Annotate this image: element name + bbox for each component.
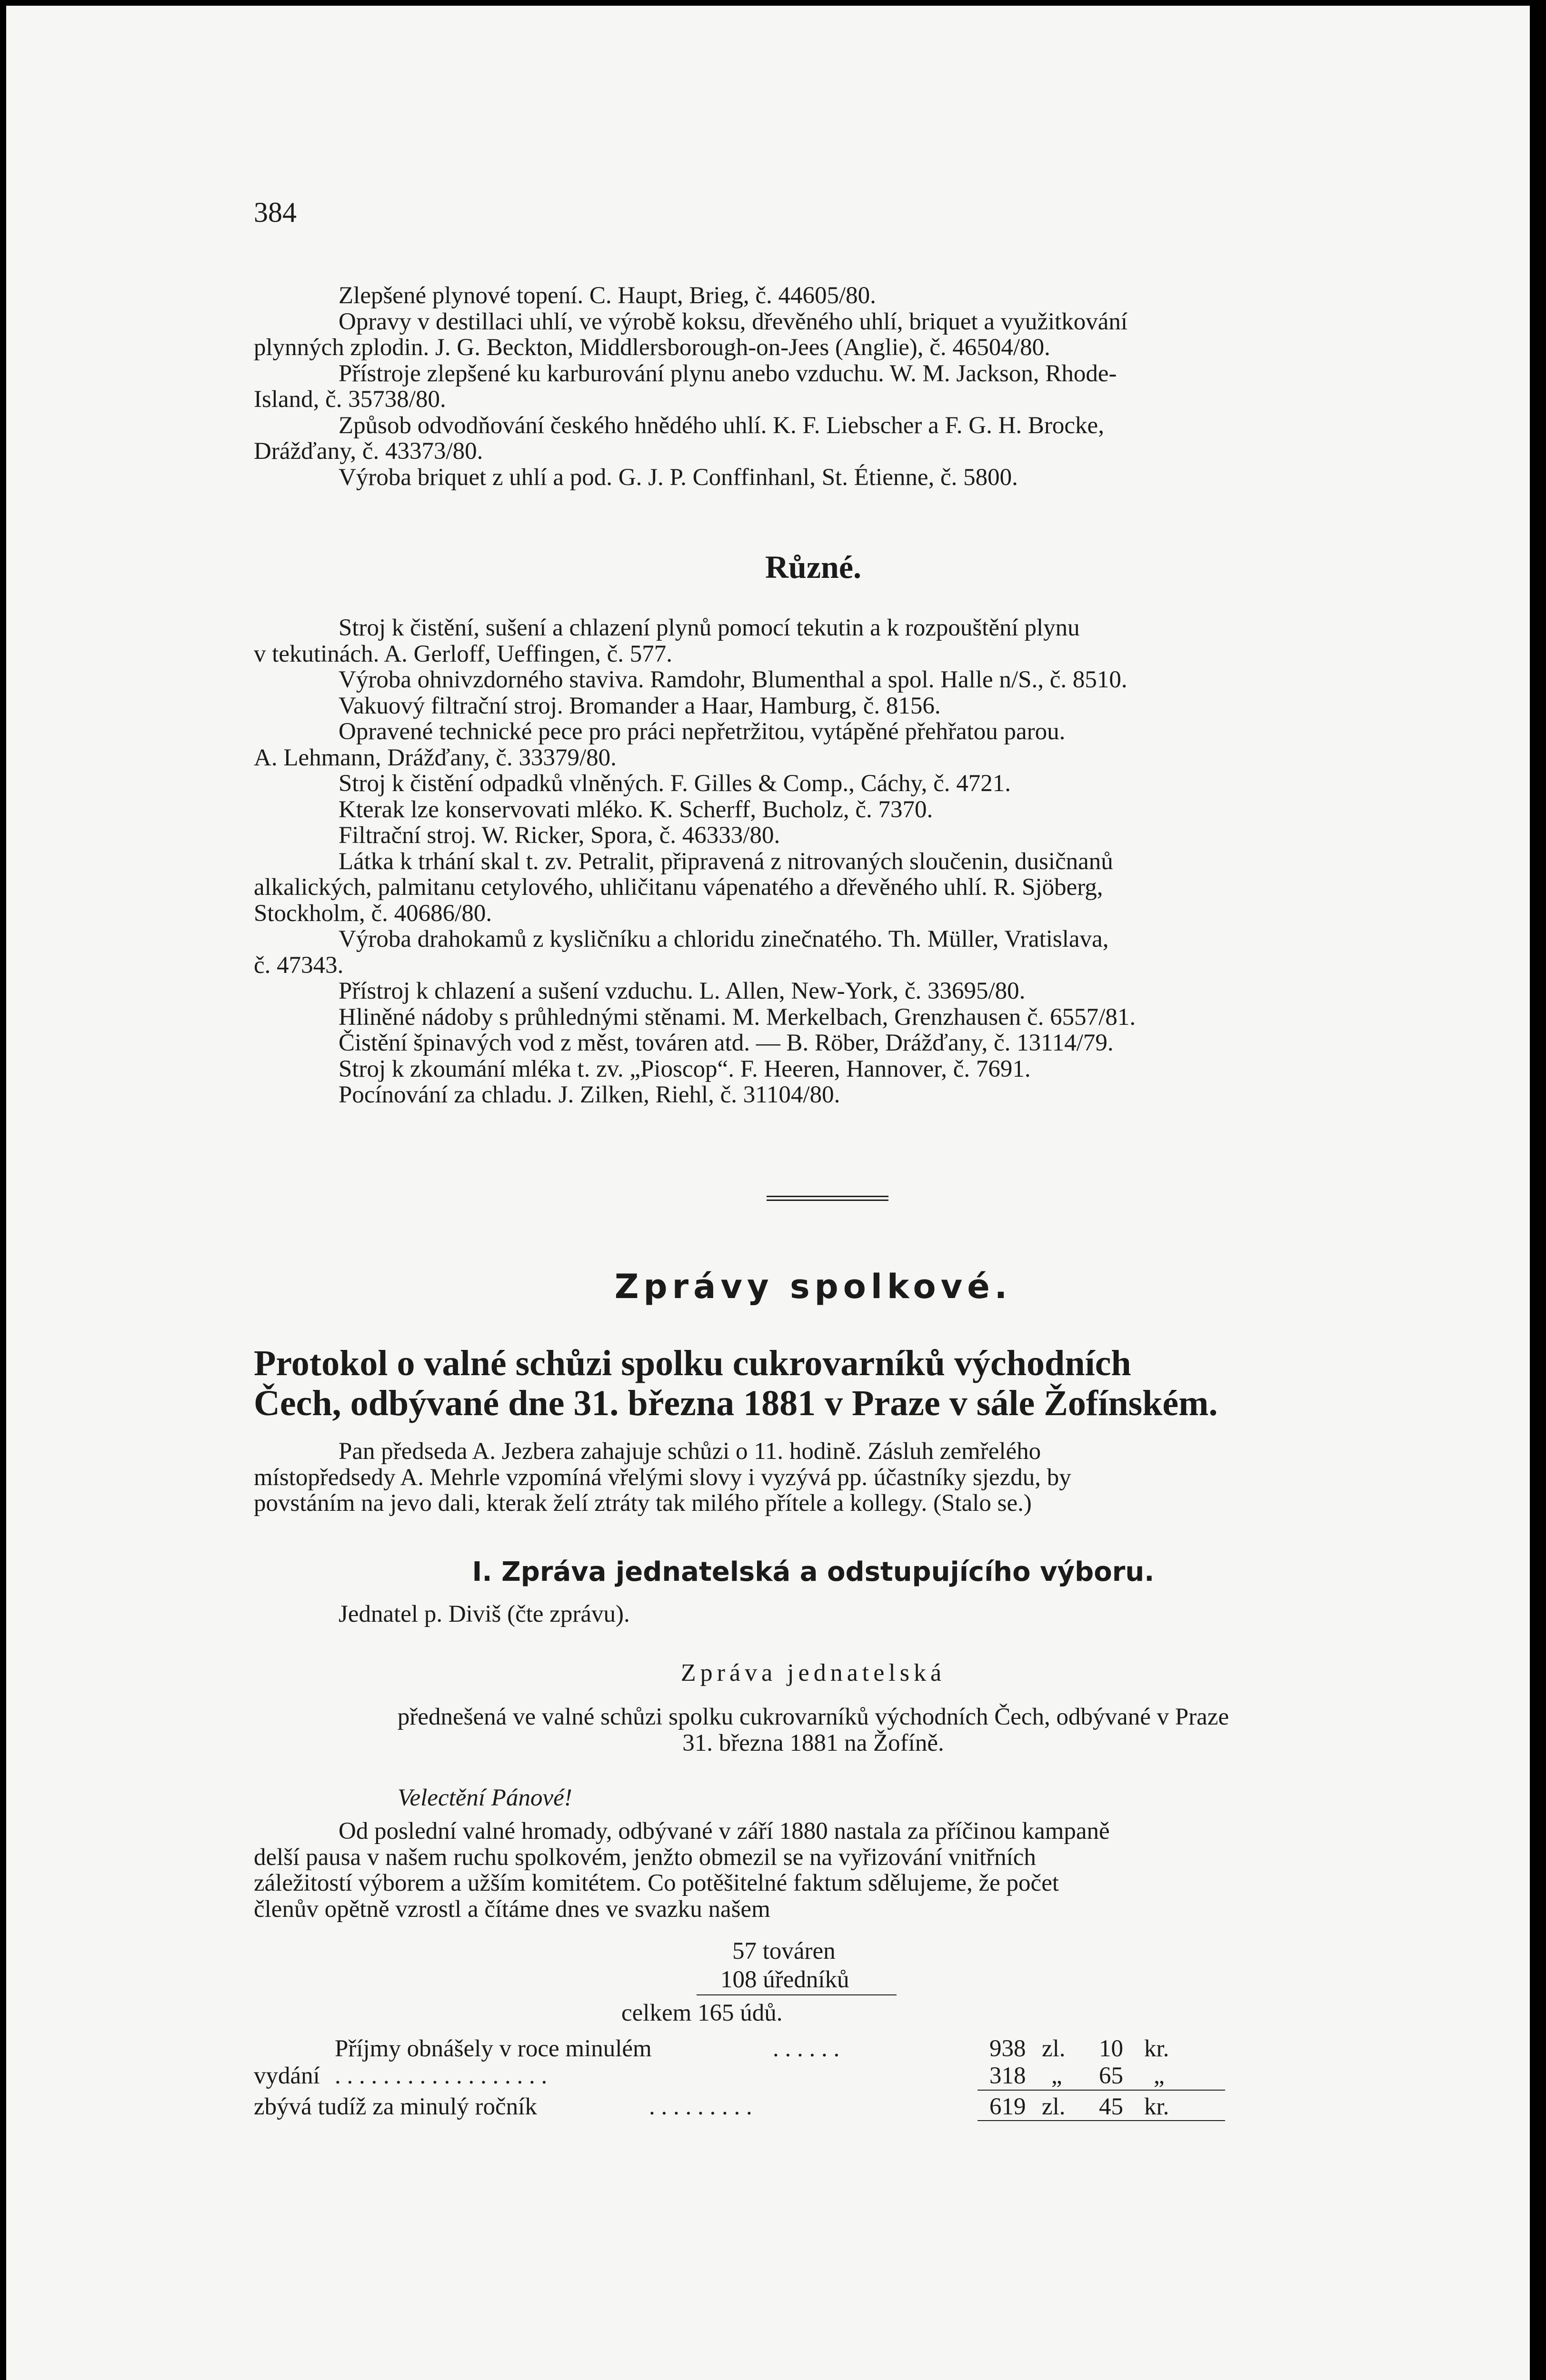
page-number: 384: [254, 197, 297, 228]
separator-rule: [767, 1196, 888, 1197]
jednatel-line: Jednatel p. Diviš (čte zprávu).: [339, 1601, 630, 1627]
report-paragraph: Od poslední valné hromady, odbývané v září 1880 nastala za příčinou kampaně delší pausa v našem ruchu spolkovém, jenžto obmezil se na vyřizování vnitřních záležitostí výborem a užším komitétem. Co potěšitelné faktum sdělujeme, že počet členův opětně vzrostl a čítáme dnes ve svazku našem: [254, 1818, 1110, 1923]
report-title: Zpráva jednatelská: [680, 1659, 946, 1686]
patent-entry: Filtrační stroj. W. Ricker, Spora, č. 46333/80.: [339, 822, 780, 849]
patent-entry: Opravené technické pece pro práci nepřetržitou, vytápěné přehřatou parou. A. Lehmann, Drážďany, č. 33379/80.: [254, 718, 1066, 771]
members-factories: 57 továren: [732, 1938, 836, 1964]
finance-dots: . . . . . .: [773, 2035, 840, 2062]
finance-dots: . . . . . . . . .: [649, 2093, 752, 2120]
finance-unit: „: [1154, 2063, 1165, 2089]
finance-end-rule: [977, 2120, 1225, 2121]
finance-label: zbývá tudíž za minulý ročník: [254, 2093, 537, 2120]
patent-entry: Kterak lze konservovati mléko. K. Scherff, Bucholz, č. 7370.: [339, 796, 933, 823]
finance-label: vydání: [254, 2063, 320, 2089]
document-page: [6, 6, 1530, 2380]
patent-entry: Opravy v destillaci uhlí, ve výrobě koksu, dřevěného uhlí, briquet a využitkování plynných zplodin. J. G. Beckton, Middlersborough-on-Jees (Anglie), č. 46504/80.: [254, 308, 1128, 361]
finance-amount: 938: [989, 2035, 1026, 2062]
salutation: Velectění Pánové!: [398, 1785, 572, 1811]
report-subtitle: přednešená ve valné schůzi spolku cukrovarníků východních Čech, odbývané v Praze 31. března 1881 na Žofíně.: [397, 1704, 1229, 1756]
patent-list-ruzne: [254, 615, 1373, 1108]
patent-entry: Přístroj k chlazení a sušení vzduchu. L. Allen, New-York, č. 33695/80.: [339, 978, 1026, 1004]
finance-unit: kr.: [1144, 2093, 1169, 2120]
finance-sum-rule: [977, 2090, 1225, 2091]
patent-entry: Přístroje zlepšené ku karburování plynu anebo vzduchu. W. M. Jackson, Rhode- Island, č. 35738/80.: [254, 360, 1117, 413]
members-total: celkem 165 údů.: [621, 2000, 783, 2026]
section-heading-report: I. Zpráva jednatelská a odstupujícího výboru.: [472, 1557, 1155, 1587]
patent-entry: Stroj k čistění odpadků vlněných. F. Gilles & Comp., Cáchy, č. 4721.: [339, 770, 1011, 797]
finance-dots: . . . . . . . . . . . . . . . . . .: [335, 2063, 548, 2089]
finance-amount: 318: [989, 2063, 1026, 2089]
patent-entry: Stroj k čistění, sušení a chlazení plynů pomocí tekutin a k rozpouštění plynu v tekutinách. A. Gerloff, Ueffingen, č. 577.: [254, 615, 1080, 667]
patent-entry: Hliněné nádoby s průhlednými stěnami. M. Merkelbach, Grenzhausen č. 6557/81.: [339, 1003, 1136, 1031]
finance-unit: „: [1051, 2063, 1062, 2089]
finance-unit: zl.: [1042, 2035, 1066, 2062]
patent-entry: Výroba ohnivzdorného staviva. Ramdohr, Blumenthal a spol. Halle n/S., č. 8510.: [339, 666, 1127, 693]
finance-unit: zl.: [1042, 2093, 1066, 2120]
separator-rule: [767, 1200, 888, 1201]
finance-sub: 65: [1099, 2063, 1123, 2089]
finance-label: Příjmy obnášely v roce minulém: [335, 2035, 652, 2062]
finance-sub: 45: [1099, 2093, 1123, 2120]
patent-entry: Způsob odvodňování českého hnědého uhlí. K. F. Liebscher a F. G. H. Brocke, Drážďany, č. 43373/80.: [254, 412, 1104, 465]
finance-sub: 10: [1099, 2035, 1123, 2062]
protokol-heading: Protokol o valné schůzi spolku cukrovarníků východních Čech, odbývané dne 31. března 1881 v Praze v sále Žofínském.: [254, 1343, 1218, 1423]
patent-entry: Látka k trhání skal t. zv. Petralit, připravená z nitrovaných sloučenin, dusičnanů alkalických, palmitanu cetylového, uhličitanu vápenatého a dřevěného uhlí. R. Sjöberg, Stockholm, č. 40686/80.: [254, 848, 1113, 927]
patent-entry: Pocínování za chladu. J. Zilken, Riehl, č. 31104/80.: [339, 1081, 840, 1108]
opening-paragraph: Pan předseda A. Jezbera zahajuje schůzi o 11. hodině. Zásluh zemřelého místopředsedy A. Mehrle vzpomíná vřelými slovy i vyzývá pp. účastníky sjezdu, by povstáním na jevo dali, kterak želí ztráty tak milého přítele a kollegy. (Stalo se.): [254, 1438, 1071, 1517]
section-heading-ruzne: Různé.: [765, 549, 862, 585]
finance-unit: kr.: [1144, 2035, 1169, 2062]
patent-entry: Stroj k zkoumání mléka t. zv. „Pioscop“. F. Heeren, Hannover, č. 7691.: [339, 1055, 1031, 1082]
patent-entry: Výroba drahokamů z kysličníku a chloridu zinečnatého. Th. Müller, Vratislava, č. 47343.: [254, 926, 1109, 979]
patent-entry: Vakuový filtrační stroj. Bromander a Haar, Hamburg, č. 8156.: [339, 692, 941, 719]
patent-entry: Výroba briquet z uhlí a pod. G. J. P. Conffinhanl, St. Étienne, č. 5800.: [339, 464, 1018, 491]
finance-amount: 619: [989, 2093, 1026, 2120]
patent-entry: Zlepšené plynové topení. C. Haupt, Brieg, č. 44605/80.: [339, 282, 876, 309]
patent-entry: Čistění špinavých vod z měst, továren atd. — B. Röber, Drážďany, č. 13114/79.: [339, 1030, 1114, 1056]
section-heading-zpravy: Zprávy spolkové.: [614, 1267, 1012, 1306]
members-sum-rule: [697, 1994, 897, 1995]
members-officials: 108 úředníků: [720, 1966, 849, 1993]
patent-list-top: [254, 283, 1373, 490]
